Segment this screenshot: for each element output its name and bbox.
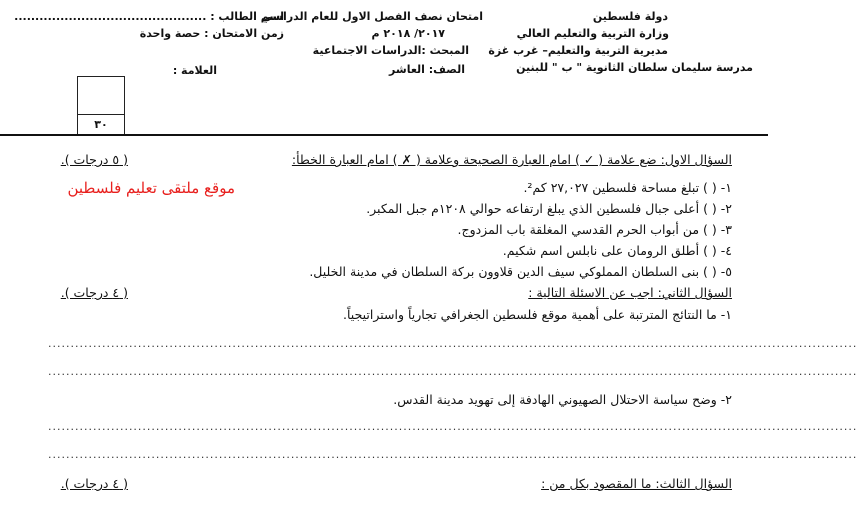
q3-title: السؤال الثالث: ما المقصود بكل من : bbox=[541, 476, 732, 491]
exam-duration: زمن الامتحان : حصة واحدة bbox=[139, 27, 284, 40]
score-total: ٣٠ bbox=[94, 118, 108, 131]
answer-line[interactable]: .................................................................................................................................................................................... bbox=[48, 420, 857, 433]
q1-item: ٣- ( ) من أبواب الحرم القدسي المغلقة باب المزدوج. bbox=[457, 222, 732, 237]
q2-item: ١- ما النتائج المترتبة على أهمية موقع فلسطين الجغرافي تجارياً واستراتيجياً. bbox=[343, 307, 732, 322]
answer-line[interactable]: .................................................................................................................................................................................... bbox=[48, 337, 857, 350]
answer-line[interactable]: .................................................................................................................................................................................... bbox=[48, 365, 857, 378]
header-directorate: مديرية التربية والتعليم– غرب غزة bbox=[488, 44, 668, 57]
watermark-text: موقع ملتقى تعليم فلسطين bbox=[67, 179, 235, 197]
header-state: دولة فلسطين bbox=[592, 10, 668, 23]
answer-line[interactable]: .................................................................................................................................................................................... bbox=[48, 448, 857, 461]
score-box bbox=[77, 76, 125, 134]
q1-item: ٢- ( ) أعلى جبال فلسطين الذي يبلغ ارتفاعه حوالي ١٢٠٨م جبل المكبر. bbox=[366, 201, 732, 216]
q1-item: ٤- ( ) أطلق الرومان على نابلس اسم شكيم. bbox=[502, 243, 732, 258]
exam-title: امتحان نصف الفصل الاول للعام الدراسي bbox=[261, 10, 483, 23]
mark-label: العلامة : bbox=[172, 64, 217, 77]
q2-title: السؤال الثاني: اجب عن الاسئلة التالية : bbox=[528, 285, 732, 300]
exam-grade: الصف: العاشر bbox=[389, 63, 465, 76]
header-school: مدرسة سليمان سلطان الثانوية " ب " للبنين bbox=[516, 61, 753, 74]
exam-year: ٢٠١٧/ ٢٠١٨ م bbox=[371, 27, 445, 40]
q1-item: ٥- ( ) بنى السلطان المملوكي سيف الدين قلاوون بركة السلطان في مدينة الخليل. bbox=[309, 264, 732, 279]
q1-item: ١- ( ) تبلغ مساحة فلسطين ٢٧,٠٢٧ كم². bbox=[523, 180, 732, 195]
q2-item: ٢- وضح سياسة الاحتلال الصهيوني الهادفة إلى تهويد مدينة القدس. bbox=[393, 392, 732, 407]
header-divider bbox=[0, 134, 768, 136]
q3-marks: ( ٤ درجات ). bbox=[60, 476, 128, 491]
q2-marks: ( ٤ درجات ). bbox=[60, 285, 128, 300]
q1-title: السؤال الاول: ضع علامة ( ✓ ) امام العبارة الصحيحة وعلامة ( ✗ ) امام العبارة الخطأ: bbox=[291, 152, 732, 167]
exam-subject: المبحث :الدراسات الاجتماعية bbox=[312, 44, 469, 57]
student-name-field[interactable]: اسم الطالب : .............................................. bbox=[14, 10, 284, 23]
header-ministry: وزارة التربية والتعليم العالي bbox=[516, 27, 669, 40]
q1-marks: ( ٥ درجات ). bbox=[60, 152, 128, 167]
